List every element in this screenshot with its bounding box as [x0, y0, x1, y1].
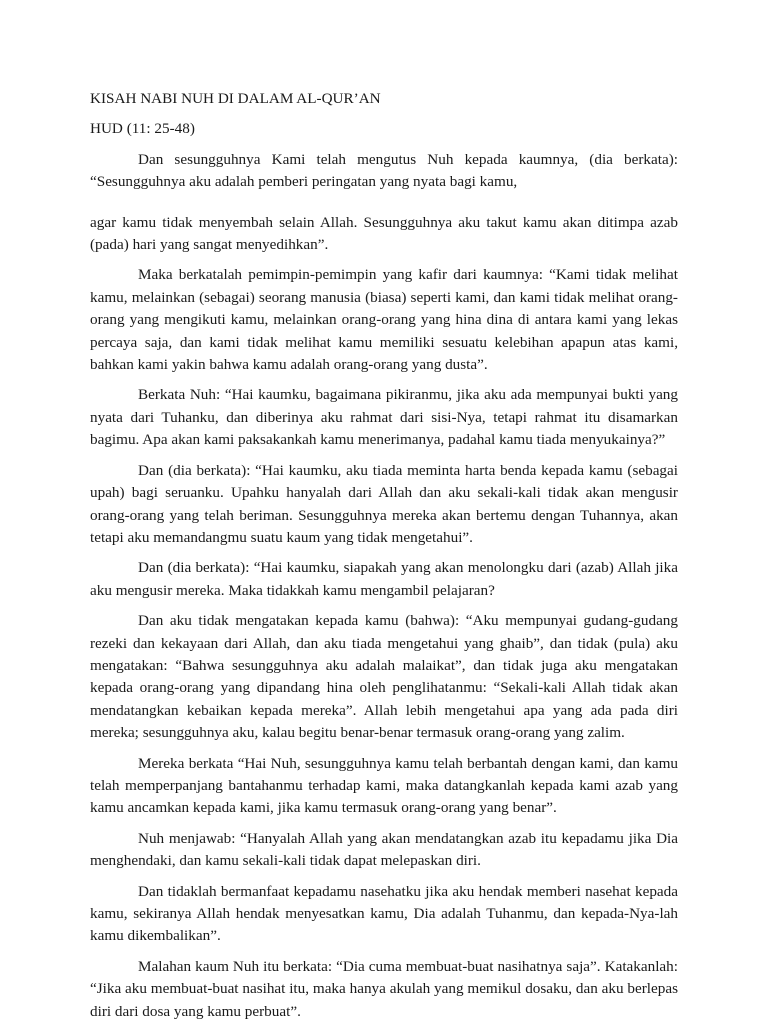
paragraph-4: Berkata Nuh: “Hai kaumku, bagaimana pikiranmu, jika aku ada mempunyai bukti yang nyata dari Tuhanku, dan diberinya aku rahmat dari sisi-Nya, tetapi rahmat itu disamarkan bagimu. Apa akan kami paksakankah kamu menerimanya, padahal kamu tiada menyukainya?”: [90, 386, 678, 449]
document-subtitle: HUD (11: 25-48): [90, 120, 195, 138]
paragraph-11: Malahan kaum Nuh itu berkata: “Dia cuma membuat-buat nasihatnya saja”. Katakanlah: “Jika aku membuat-buat nasihat itu, maka hanya akulah yang memikul dosaku, dan aku berlepas diri dari dosa yang kamu perbuat”.: [90, 957, 678, 1020]
paragraph-9: Nuh menjawab: “Hanyalah Allah yang akan mendatangkan azab itu kepadamu jika Dia menghendaki, dan kamu sekali-kali tidak dapat melepaskan diri.: [90, 829, 678, 870]
paragraph-7: Dan aku tidak mengatakan kepada kamu (bahwa): “Aku mempunyai gudang-gudang rezeki dan kekayaan dari Allah, dan aku tiada mengetahui yang ghaib”, dan tidak (pula) aku mengatakan: “Bahwa sesungguhnya aku adalah malaikat”, dan tidak juga aku mengatakan kepada orang-orang yang dipandang hina oleh penglihatanmu: “Sekali-kali Allah tidak akan mendatangkan kebaikan kepada mereka”. Allah lebih mengetahui apa yang ada pada diri mereka; sesungguhnya aku, kalau begitu benar-benar termasuk orang-orang yang zalim.: [90, 612, 678, 742]
paragraph-5: Dan (dia berkata): “Hai kaumku, aku tiada meminta harta benda kepada kamu (sebagai upah) bagi seruanku. Upahku hanyalah dari Allah dan aku sekali-kali tidak akan mengusir orang-orang yang telah beriman. Sesungguhnya mereka akan bertemu dengan Tuhannya, akan tetapi aku memandangmu suatu kaum yang tidak mengetahui”.: [90, 461, 678, 546]
document-title: KISAH NABI NUH DI DALAM AL-QUR’AN: [90, 90, 381, 107]
paragraph-6: Dan (dia berkata): “Hai kaumku, siapakah yang akan menolongku dari (azab) Allah jika aku mengusir mereka. Maka tidakkah kamu mengambil pelajaran?: [90, 559, 678, 599]
paragraph-2: agar kamu tidak menyembah selain Allah. Sesungguhnya aku takut kamu akan ditimpa azab (pada) hari yang sangat menyedihkan”.: [90, 213, 678, 254]
paragraph-8: Mereka berkata “Hai Nuh, sesungguhnya kamu telah berbantah dengan kami, dan kamu telah memperpanjang bantahanmu terhadap kami, maka datangkanlah kepada kami azab yang kamu ancamkan kepada kami, jika kamu termasuk orang-orang yang benar”.: [90, 754, 678, 817]
paragraph-3: Maka berkatalah pemimpin-pemimpin yang kafir dari kaumnya: “Kami tidak melihat kamu, melainkan (sebagai) seorang manusia (biasa) seperti kami, dan kami tidak melihat orang-orang yang mengikuti kamu, melainkan orang-orang yang hina dina di antara kami yang lekas percaya saja, dan kami tidak melihat kamu memiliki sesuatu kelebihan apapun atas kami, bahkan kami yakin bahwa kamu adalah orang-orang yang dusta”.: [90, 266, 678, 374]
paragraph-10: Dan tidaklah bermanfaat kepadamu nasehatku jika aku hendak memberi nasehat kepada kamu, sekiranya Allah hendak menyesatkan kamu, Dia adalah Tuhanmu, dan kepada-Nya-lah kamu dikembalikan”.: [90, 882, 678, 945]
paragraph-1: Dan sesungguhnya Kami telah mengutus Nuh kepada kaumnya, (dia berkata): “Sesungguhnya aku adalah pemberi peringatan yang nyata bagi kamu,: [90, 150, 678, 191]
document-page: [90, 88, 678, 1031]
